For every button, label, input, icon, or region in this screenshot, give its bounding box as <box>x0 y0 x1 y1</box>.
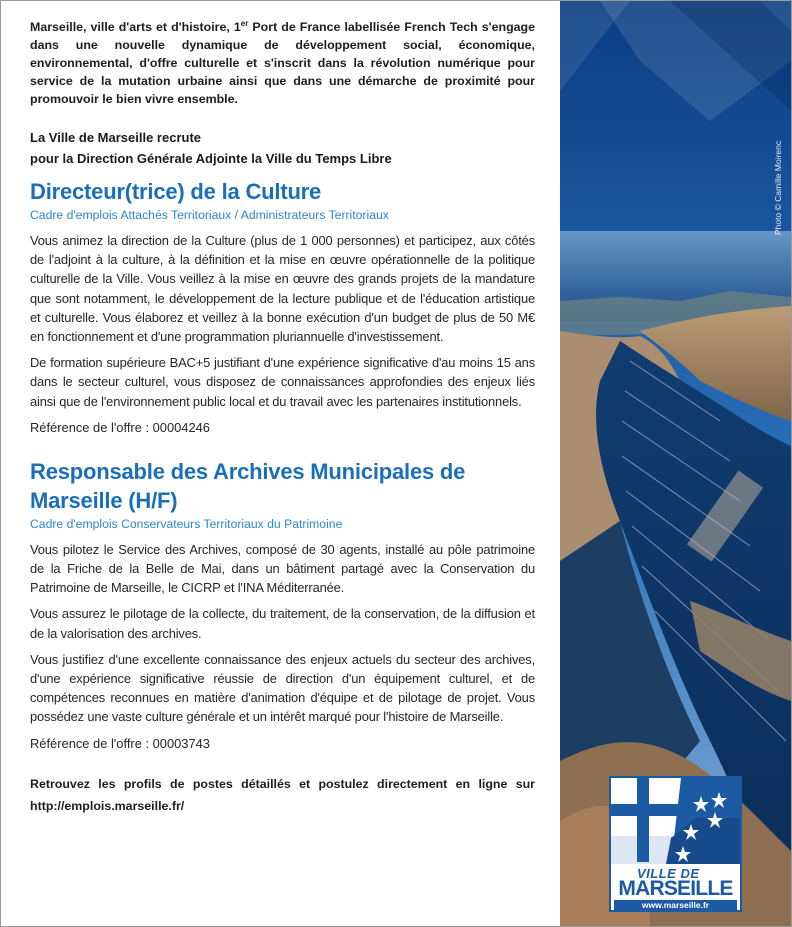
job-offer-archives <box>30 457 535 753</box>
recruiter-line-1: La Ville de Marseille recrute <box>30 130 202 145</box>
ville-de-marseille-logo[interactable] <box>609 776 742 912</box>
job-paragraph: De formation supérieure BAC+5 justifiant d'une expérience significative d'au moins 15 ans dans le secteur culturel, vous disposez de connaissances approfondies des enjeux liés ainsi que de l'environnement public local et du travail avec les partenaires institutionnels. <box>30 355 535 409</box>
job-subtitle: Cadre d'emplois Attachés Territoriaux / Administrateurs Territoriaux <box>30 208 389 222</box>
logo-ville-de: VILLE DE <box>637 866 700 881</box>
recruiter-line-2: pour la Direction Générale Adjointe la Ville du Temps Libre <box>30 151 392 166</box>
logo-url: www.marseille.fr <box>614 900 738 911</box>
job-paragraph: Vous assurez le pilotage de la collecte, du traitement, de la conservation, de la diffusion et de la valorisation des archives. <box>30 606 535 641</box>
logo-marseille: MARSEILLE <box>618 877 733 900</box>
job-title: Responsable des Archives Municipales de Marseille (H/F) <box>30 458 466 513</box>
job-reference: Référence de l'offre : 00004246 <box>30 419 210 435</box>
job-subtitle: Cadre d'emplois Conservateurs Territoriaux du Patrimoine <box>30 516 343 531</box>
photo-credit: Photo © Camille Moirenc <box>773 140 783 235</box>
job-offer-culture <box>30 177 535 437</box>
closing-call-to-action: Retrouvez les profils de postes détaillés et postulez directement en ligne sur http://emplois.marseille.fr/ <box>30 776 535 813</box>
job-paragraph: Vous justifiez d'une excellente connaissance des enjeux actuels du secteur des archives, d'une expérience significative réussie de direction d'un équipement culturel, et de compétences reconnues en matière d'animation d'équipe et de pilotage de projet. Vous possédez une vaste culture générale et un intérêt marqué pour l'histoire de Marseille. <box>30 651 535 725</box>
job-paragraph: Vous animez la direction de la Culture (plus de 1 000 personnes) et participez, aux côtés de l'adjoint à la culture, à la définition et la mise en œuvre opérationnelle de la politique culturelle de la Ville. Vous veillez à la mise en œuvre des grands projets de la mandature que sont notamment, le développement de la lecture publique et de l'éducation artistique et culturelle. Vous élaborez et veillez à la bonne exécution d'un budget de plus de 50 M€ en fonctionnement et d'une programmation pluriannuelle d'investissement. <box>30 233 535 345</box>
intro-paragraph: Marseille, ville d'arts et d'histoire, 1er Port de France labellisée French Tech s'engage dans une nouvelle dynamique de développement social, économique, environnemental, d'offre culturelle et s'inscrit dans la révolution numérique pour service de la mutation urbaine ainsi que dans une démarche de proximité pour promouvoir le bien vivre ensemble. <box>30 18 535 106</box>
main-text-column <box>30 18 535 817</box>
job-reference: Référence de l'offre : 00003743 <box>30 735 210 751</box>
recruiter-heading <box>30 127 535 169</box>
job-title: Directeur(trice) de la Culture <box>30 179 322 204</box>
job-paragraph: Vous pilotez le Service des Archives, composé de 30 agents, installé au pôle patrimoine de la Friche de la Belle de Mai, dans un bâtiment partagé avec la Conservation du Patrimoine de Marseille, le CICRP et l'INA Méditerranée. <box>30 541 535 596</box>
